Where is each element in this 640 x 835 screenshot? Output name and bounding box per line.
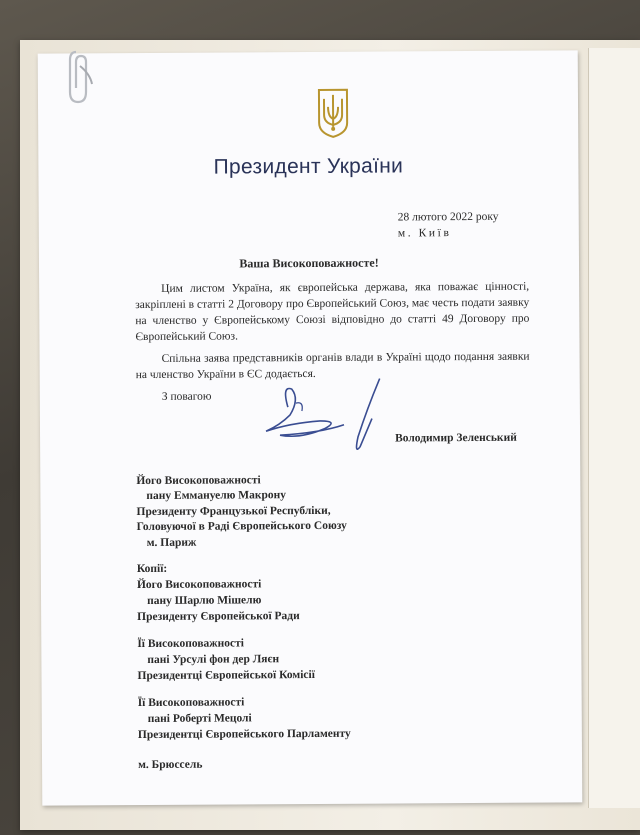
greeting: Ваша Високоповажносте!	[239, 255, 379, 271]
body-paragraph-2: Спільна заява представників органів влади в Україні щодо подання заявки на членство України в ЄС додається.	[135, 350, 530, 382]
letter-page	[38, 50, 583, 805]
folder-inner-page	[588, 48, 640, 808]
paper-clip-icon	[66, 48, 96, 108]
copies-label: Копії:	[136, 562, 168, 576]
closing: З повагою	[161, 390, 212, 403]
copy-1-line-2: пану Шарлю Мішелю	[147, 594, 262, 607]
letter-city: м. Київ	[397, 227, 452, 240]
copy-2-line-2: пані Урсулі фон дер Ляєн	[147, 653, 280, 666]
addressee-line-3: Президенту Французької Республіки,	[136, 504, 331, 519]
body-paragraph-1: Цим листом Україна, як європейська держава, яка поважає цінності, закріплені в статті 2 Договору про Європейський Союз, має честь подати заявку на членство у Європейському Союзі відповідно до статті 49 Договору про Європейський Союз.	[135, 280, 530, 344]
copy-1-line-1: Його Високоповажності	[136, 578, 262, 592]
copy-3-line-1: Її Високоповажності	[137, 696, 245, 710]
copy-3-line-2: пані Роберті Мецолі	[147, 712, 252, 725]
addressee-line-1: Його Високоповажності	[136, 474, 261, 488]
letter-date: 28 лютого 2022 року	[397, 210, 499, 224]
signer-name: Володимир Зеленський	[395, 431, 517, 445]
addressee-line-5: м. Париж	[146, 536, 197, 549]
copy-1-line-3: Президенту Європейської Ради	[137, 610, 300, 624]
addressee-line-2: пану Еммануелю Макрону	[146, 489, 287, 503]
handwritten-signature	[260, 376, 401, 467]
copy-2-line-3: Президентці Європейської Комісії	[137, 668, 315, 683]
letterhead-title: Президент України	[213, 154, 404, 179]
copy-2-line-1: Її Високоповажності	[137, 637, 244, 651]
trident-emblem-icon	[313, 87, 353, 139]
addressee-line-4: Головуючої в Раді Європейського Союзу	[136, 519, 347, 534]
final-city: м. Брюссель	[138, 758, 203, 772]
copy-3-line-3: Президентці Європейського Парламенту	[137, 727, 351, 742]
